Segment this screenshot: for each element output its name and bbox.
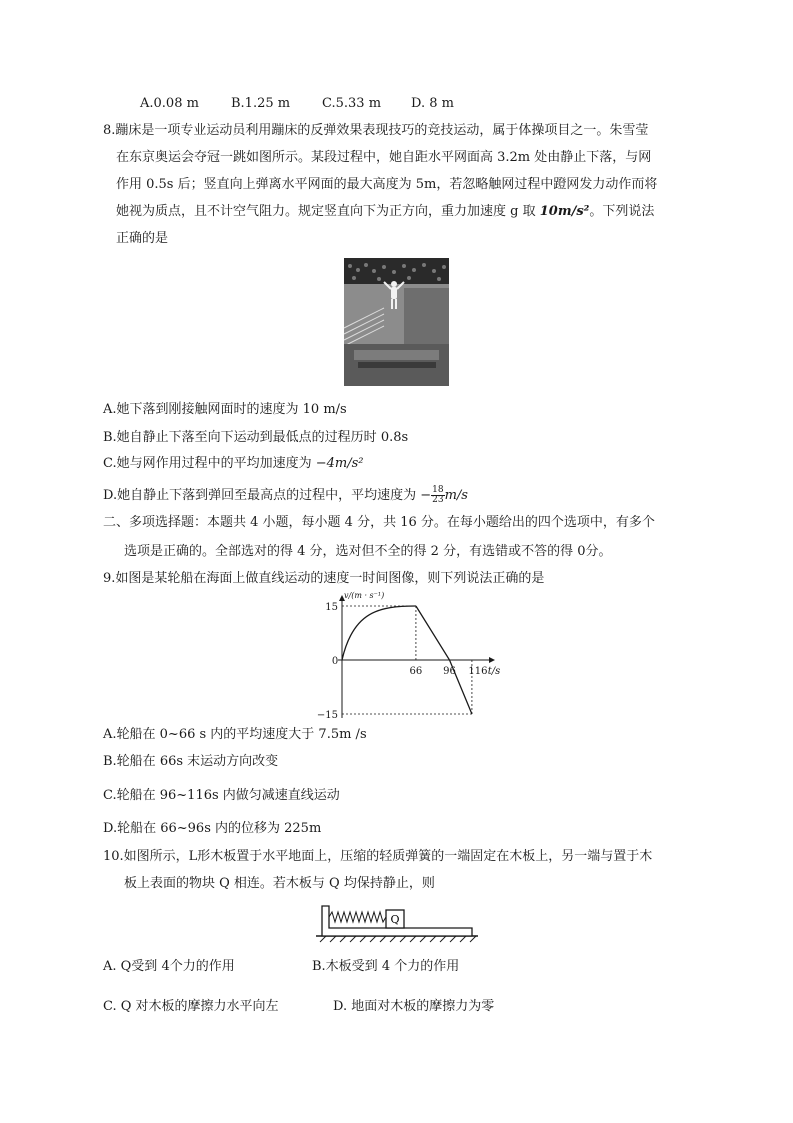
q7-option-c: C.5.33 m [322,96,382,111]
x-tick-116: 116 [468,666,488,677]
q10-option-b: B.木板受到 4 个力的作用 [312,959,460,974]
q7-option-a: A.0.08 m [140,96,199,111]
y-tick-neg15: −15 [316,710,338,721]
y-axis-label: v/(m · s⁻¹) [344,591,385,600]
q8-stem-line-5: 正确的是 [116,231,169,246]
q8-stem-line-4 [116,203,654,221]
block-q-label: Q [390,913,400,926]
q8-option-c [103,455,364,473]
q8-stem-line-1: 8.蹦床是一项专业运动员利用蹦床的反弹效果表现技巧的竞技运动，属于体操项目之一。朱雪莹 [103,123,649,138]
section-2-line-1: 二、多项选择题：本题共 4 小题，每小题 4 分，共 16 分。在每小题给出的四个选项中，有多个 [103,515,655,530]
q8-option-c-text: C.她与网作用过程中的平均加速度为 [103,456,316,471]
y-tick-15: 15 [325,602,338,613]
q8-option-b: B.她自静止下落至向下运动到最低点的过程历时 0.8s [103,430,409,445]
x-tick-66: 66 [409,666,423,677]
q8-option-d [103,486,468,505]
q10-option-a: A. Q受到 4个力的作用 [103,959,235,974]
q9-stem: 9.如图是某轮船在海面上做直线运动的速度一时间图像，则下列说法正确的是 [103,571,545,586]
origin-label: 0 [331,656,339,667]
velocity-curve-rise [342,606,416,660]
q8-stem-line-4-text: 她视为质点，且不计空气阻力。规定竖直向下为正方向，重力加速度 g 取 [116,204,540,219]
gravity-value: 10m/s² [539,204,590,219]
section-2-line-2: 选项是正确的。全部选对的得 4 分，选对但不全的得 2 分，有选错或不答的得 0分。 [124,544,612,559]
q9-option-b: B.轮船在 66s 末运动方向改变 [103,754,279,769]
q10-stem-line-1: 10.如图所示，L形木板置于水平地面上，压缩的轻质弹簧的一端固定在木板上，另一端与置于木 [103,849,653,864]
q9-option-c: C.轮船在 96~116s 内做匀减速直线运动 [103,788,340,803]
q8-option-d-fraction [431,486,444,505]
q8-stem-line-2: 在东京奥运会夺冠一跳如图所示。某段过程中，她自距水平网面高 3.2m 处由静止下落，与网 [116,150,652,165]
q8-option-a: A.她下落到刚接触网面时的速度为 10 m/s [103,402,347,417]
spring-board-diagram [314,898,480,944]
q8-option-c-value: −4m/s² [315,456,364,471]
q10-option-c: C. Q 对木板的摩擦力水平向左 [103,999,279,1014]
velocity-time-chart [316,590,501,721]
q8-option-d-text: D.她自静止下落到弹回至最高点的过程中，平均速度为 − [103,488,432,503]
trampoline-photo-art [344,258,449,386]
q10-option-d: D. 地面对木板的摩擦力为零 [333,999,495,1014]
q7-option-b: B.1.25 m [231,96,291,111]
q9-option-d: D.轮船在 66~96s 内的位移为 225m [103,821,322,836]
compressed-spring [329,912,386,922]
q8-option-d-unit: m/s [444,488,468,503]
q9-option-a: A.轮船在 0~66 s 内的平均速度大于 7.5m /s [103,727,367,742]
q8-stem-line-3: 作用 0.5s 后；竖直向上弹离水平网面的最大高度为 5m，若忽略触网过程中蹬网发力动作而将 [116,177,658,192]
x-tick-96: 96 [443,666,456,677]
fraction-denominator: 23 [432,495,444,505]
trampoline-photo [344,258,449,386]
x-axis-label: t/s [487,666,501,677]
fraction-numerator: 18 [432,485,444,495]
ground-hatching [320,936,476,942]
q8-stem-line-4-tail: 。下列说法 [589,204,655,219]
q7-option-d: D. 8 m [411,96,454,111]
q10-stem-line-2: 板上表面的物块 Q 相连。若木板与 Q 均保持静止，则 [124,876,435,891]
